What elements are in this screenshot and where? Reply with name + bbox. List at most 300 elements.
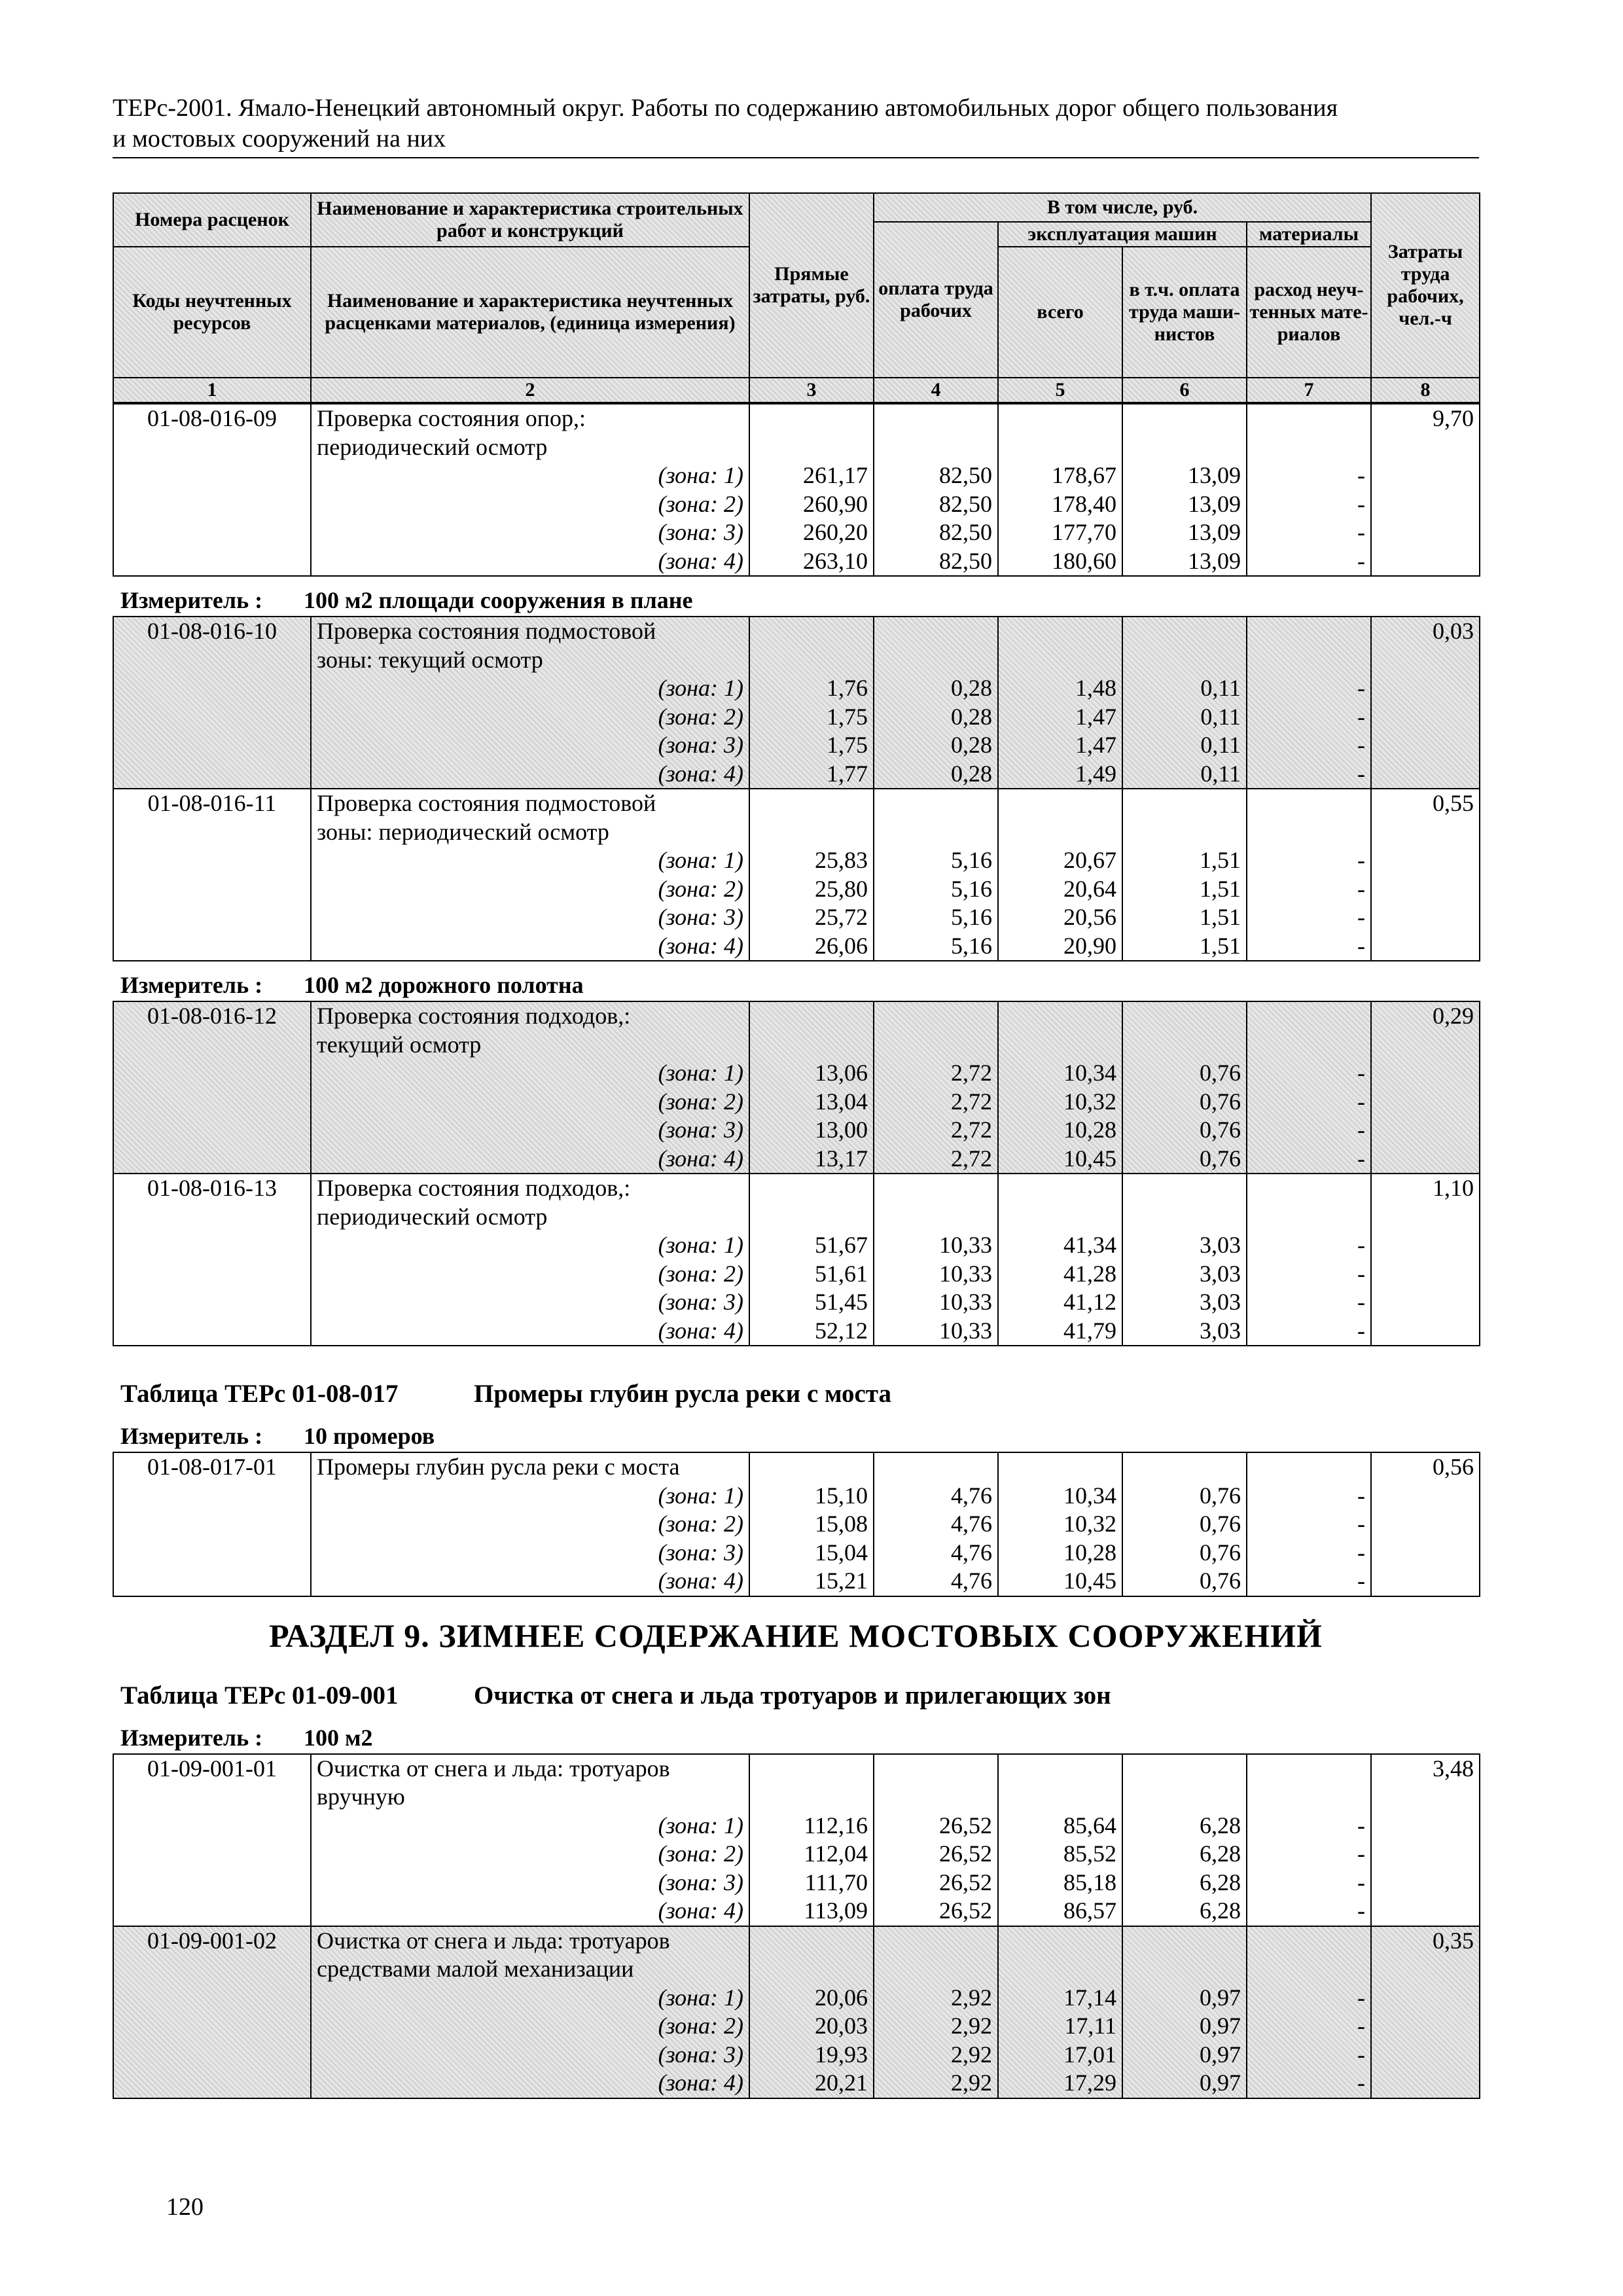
- worker-pay: 10,33: [939, 1232, 992, 1258]
- spacer: [999, 789, 1116, 818]
- column-number: 5: [998, 378, 1122, 403]
- spacer: [1247, 1755, 1365, 1784]
- spacer: [874, 646, 992, 675]
- direct-cost: 263,10: [803, 547, 868, 574]
- labor-hours: 0,56: [1371, 1452, 1480, 1596]
- labor-hours: 0,29: [1371, 1001, 1480, 1174]
- measure-label: Измеритель :: [120, 972, 263, 998]
- machines-total-cell: [998, 1001, 1122, 1174]
- table-row: [113, 1754, 1480, 1926]
- direct-cost-cell: [749, 404, 874, 576]
- header-line-2: и мостовых сооружений на них: [113, 125, 446, 152]
- spacer: [750, 1031, 868, 1060]
- spacer: [1123, 1927, 1241, 1956]
- direct-cost: 112,16: [804, 1812, 868, 1839]
- rate-name: [311, 1926, 749, 2098]
- document-body: [113, 192, 1479, 2099]
- spacer: [874, 1927, 992, 1956]
- spacer: [874, 818, 992, 847]
- worker-pay-cell: [874, 1001, 998, 1174]
- machines-total: 41,28: [1063, 1260, 1116, 1287]
- materials-use-cell: [1247, 404, 1371, 576]
- rate-code: 01-08-016-10: [113, 617, 311, 789]
- spacer: [1247, 1955, 1365, 1984]
- zone-label: (зона: 1): [658, 1812, 743, 1839]
- spacer: [1123, 1783, 1241, 1812]
- direct-cost: 25,80: [815, 875, 868, 902]
- worker-pay: 2,72: [951, 1117, 992, 1143]
- machines-total: 1,48: [1075, 675, 1116, 701]
- header-line-1: ТЕРс-2001. Ямало-Ненецкий автономный округ. Работы по содержанию автомобильных дорог общего пользования: [113, 94, 1338, 122]
- page-header: [113, 93, 1479, 154]
- operator-pay: 0,76: [1200, 1117, 1241, 1143]
- spacer: [1247, 1031, 1365, 1060]
- worker-pay: 5,16: [951, 904, 992, 930]
- spacer: [750, 1955, 868, 1984]
- materials-use: -: [1357, 1117, 1365, 1143]
- operator-pay: 0,97: [1200, 2070, 1241, 2096]
- worker-pay: 10,33: [939, 1317, 992, 1344]
- rate-name-line: зоны: текущий осмотр: [317, 646, 543, 673]
- measure-value: 10 промеров: [304, 1423, 435, 1449]
- materials-use: -: [1357, 1145, 1365, 1172]
- machines-total: 85,64: [1063, 1812, 1116, 1839]
- labor-hours: 9,70: [1371, 404, 1480, 576]
- zone-label: (зона: 3): [658, 1117, 743, 1143]
- direct-cost: 261,17: [803, 462, 868, 488]
- spacer: [1123, 1453, 1241, 1482]
- rate-name-line: Очистка от снега и льда: тротуаров: [317, 1927, 670, 1954]
- direct-cost: 15,04: [815, 1539, 868, 1566]
- machines-total: 10,32: [1063, 1088, 1116, 1115]
- materials-use: -: [1357, 1812, 1365, 1839]
- rate-name: [311, 1174, 749, 1346]
- measure-value: 100 м2 площади сооружения в плане: [304, 587, 693, 613]
- spacer: [750, 1755, 868, 1784]
- materials-use: -: [1357, 2070, 1365, 2096]
- header-cell-materials-use: расход неуч-тенных мате-риалов: [1247, 247, 1371, 378]
- zone-label: (зона: 1): [658, 1482, 743, 1509]
- header-cell-machines: эксплуатация машин: [998, 222, 1247, 247]
- spacer: [999, 1453, 1116, 1482]
- spacer: [750, 1203, 868, 1232]
- operator-pay-cell: [1122, 1926, 1247, 2098]
- materials-use: -: [1357, 1568, 1365, 1594]
- worker-pay-cell: [874, 404, 998, 576]
- direct-cost: 20,03: [815, 2013, 868, 2039]
- machines-total: 178,67: [1052, 462, 1116, 488]
- machines-total-cell: [998, 789, 1122, 961]
- machines-total: 177,70: [1052, 519, 1116, 545]
- machines-total: 10,28: [1063, 1117, 1116, 1143]
- spacer: [874, 1955, 992, 1984]
- zone-label: (зона: 1): [658, 847, 743, 873]
- direct-cost: 113,09: [804, 1897, 868, 1924]
- measure-line: [113, 1420, 1479, 1452]
- header-cell-materials: материалы: [1247, 222, 1371, 247]
- zone-label: (зона: 3): [658, 732, 743, 758]
- operator-pay: 0,76: [1200, 1482, 1241, 1509]
- worker-pay: 10,33: [939, 1260, 992, 1287]
- spacer: [999, 1031, 1116, 1060]
- materials-use: -: [1357, 1539, 1365, 1566]
- rates-table: [113, 1001, 1480, 1346]
- direct-cost: 1,76: [827, 675, 868, 701]
- machines-total: 10,34: [1063, 1060, 1116, 1086]
- operator-pay: 3,03: [1200, 1260, 1241, 1287]
- machines-total: 10,32: [1063, 1511, 1116, 1537]
- measure-line: [113, 1722, 1479, 1753]
- operator-pay: 0,76: [1200, 1088, 1241, 1115]
- spacer: [750, 1927, 868, 1956]
- machines-total: 20,64: [1063, 875, 1116, 902]
- spacer: [750, 646, 868, 675]
- machines-total-cell: [998, 617, 1122, 789]
- rate-code: 01-08-016-13: [113, 1174, 311, 1346]
- materials-use: -: [1357, 1482, 1365, 1509]
- worker-pay: 0,28: [951, 760, 992, 787]
- page-number: 120: [166, 2193, 204, 2221]
- spacer: [1247, 1174, 1365, 1203]
- column-number: 2: [311, 378, 749, 403]
- rate-block: [113, 1617, 1479, 2099]
- spacer: [999, 617, 1116, 646]
- operator-pay: 0,76: [1200, 1539, 1241, 1566]
- machines-total: 41,79: [1063, 1317, 1116, 1344]
- materials-use: -: [1357, 2041, 1365, 2068]
- zone-label: (зона: 1): [658, 1060, 743, 1086]
- measure-label: Измеритель :: [120, 1423, 263, 1449]
- spacer: [874, 617, 992, 646]
- worker-pay: 26,52: [939, 1897, 992, 1924]
- materials-use: -: [1357, 732, 1365, 758]
- operator-pay-cell: [1122, 1754, 1247, 1926]
- operator-pay: 1,51: [1200, 847, 1241, 873]
- header-cell-worker-pay: оплата труда рабочих: [874, 222, 998, 378]
- rates-table: [113, 403, 1480, 577]
- worker-pay: 4,76: [951, 1511, 992, 1537]
- rate-code: 01-08-016-09: [113, 404, 311, 576]
- rate-block: [113, 1379, 1479, 1597]
- header-cell-rate-numbers: Номера расценок: [113, 193, 311, 247]
- operator-pay: 0,97: [1200, 2041, 1241, 2068]
- operator-pay-cell: [1122, 404, 1247, 576]
- zone-label: (зона: 2): [658, 703, 743, 730]
- rates-table: [113, 1753, 1480, 2099]
- worker-pay: 26,52: [939, 1840, 992, 1867]
- zone-label: (зона: 3): [658, 1539, 743, 1566]
- zone-label: (зона: 3): [658, 1289, 743, 1315]
- rates-table: [113, 616, 1480, 961]
- measure-value: 100 м2: [304, 1724, 373, 1751]
- materials-use: -: [1357, 462, 1365, 488]
- direct-cost: 260,20: [803, 519, 868, 545]
- worker-pay: 2,92: [951, 2013, 992, 2039]
- materials-use: -: [1357, 760, 1365, 787]
- header-cell-resource-codes: Коды неучтенных ресурсов: [113, 247, 311, 378]
- zone-label: (зона: 3): [658, 519, 743, 545]
- worker-pay: 2,72: [951, 1145, 992, 1172]
- machines-total: 17,14: [1063, 1984, 1116, 2011]
- direct-cost: 51,45: [815, 1289, 868, 1315]
- measure-value: 100 м2 дорожного полотна: [304, 972, 584, 998]
- machines-total: 178,40: [1052, 490, 1116, 517]
- worker-pay: 82,50: [939, 519, 992, 545]
- rate-block: [113, 584, 1479, 961]
- spacer: [874, 433, 992, 462]
- zone-label: (зона: 4): [658, 1568, 743, 1594]
- operator-pay-cell: [1122, 617, 1247, 789]
- spacer: [999, 646, 1116, 675]
- column-number: 6: [1122, 378, 1247, 403]
- direct-cost: 260,90: [803, 490, 868, 517]
- spacer: [1247, 789, 1365, 818]
- materials-use: -: [1357, 847, 1365, 873]
- operator-pay: 0,11: [1200, 760, 1241, 787]
- operator-pay: 0,97: [1200, 1984, 1241, 2011]
- spacer: [999, 1927, 1116, 1956]
- operator-pay: 3,03: [1200, 1289, 1241, 1315]
- worker-pay: 2,72: [951, 1060, 992, 1086]
- direct-cost: 20,06: [815, 1984, 868, 2011]
- header-cell-machines-total: всего: [998, 247, 1122, 378]
- direct-cost: 52,12: [815, 1317, 868, 1344]
- rate-name-line: Промеры глубин русла реки с моста: [317, 1454, 680, 1480]
- machines-total: 85,18: [1063, 1869, 1116, 1895]
- table-header: [113, 192, 1480, 403]
- materials-use: -: [1357, 1840, 1365, 1867]
- operator-pay: 1,51: [1200, 932, 1241, 959]
- zone-label: (зона: 2): [658, 2013, 743, 2039]
- spacer: [999, 1955, 1116, 1984]
- direct-cost-cell: [749, 789, 874, 961]
- direct-cost: 51,67: [815, 1232, 868, 1258]
- machines-total-cell: [998, 404, 1122, 576]
- zone-label: (зона: 4): [658, 1317, 743, 1344]
- rate-name-line: Проверка состояния опор,:: [317, 405, 586, 431]
- spacer: [1123, 818, 1241, 847]
- materials-use-cell: [1247, 1001, 1371, 1174]
- machines-total: 20,67: [1063, 847, 1116, 873]
- operator-pay: 13,09: [1188, 519, 1241, 545]
- direct-cost: 13,00: [815, 1117, 868, 1143]
- worker-pay-cell: [874, 1926, 998, 2098]
- operator-pay: 0,76: [1200, 1060, 1241, 1086]
- operator-pay-cell: [1122, 789, 1247, 961]
- rate-name-line: вручную: [317, 1784, 405, 1810]
- worker-pay: 2,92: [951, 2041, 992, 2068]
- zone-label: (зона: 4): [658, 760, 743, 787]
- measure-label: Измеритель :: [120, 587, 263, 613]
- materials-use: -: [1357, 490, 1365, 517]
- machines-total: 1,47: [1075, 732, 1116, 758]
- table-row: [113, 789, 1480, 961]
- spacer: [750, 404, 868, 433]
- rate-name-line: текущий осмотр: [317, 1031, 482, 1058]
- zone-label: (зона: 3): [658, 904, 743, 930]
- operator-pay: 13,09: [1188, 490, 1241, 517]
- spacer: [1123, 646, 1241, 675]
- zone-label: (зона: 3): [658, 2041, 743, 2068]
- materials-use-cell: [1247, 1174, 1371, 1346]
- worker-pay: 26,52: [939, 1869, 992, 1895]
- operator-pay: 3,03: [1200, 1232, 1241, 1258]
- materials-use: -: [1357, 1260, 1365, 1287]
- measure-line: [113, 969, 1479, 1001]
- machines-total-cell: [998, 1452, 1122, 1596]
- materials-use: -: [1357, 1869, 1365, 1895]
- zone-label: (зона: 4): [658, 1145, 743, 1172]
- rate-code: 01-08-016-12: [113, 1001, 311, 1174]
- zone-label: (зона: 2): [658, 875, 743, 902]
- rate-name: [311, 1452, 749, 1596]
- direct-cost: 111,70: [804, 1869, 868, 1895]
- machines-total-cell: [998, 1174, 1122, 1346]
- header-cell-including: В том числе, руб.: [874, 193, 1371, 222]
- materials-use: -: [1357, 1088, 1365, 1115]
- column-number: 7: [1247, 378, 1371, 403]
- spacer: [874, 1174, 992, 1203]
- spacer: [874, 1453, 992, 1482]
- direct-cost: 19,93: [815, 2041, 868, 2068]
- machines-total: 41,12: [1063, 1289, 1116, 1315]
- operator-pay: 0,76: [1200, 1145, 1241, 1172]
- operator-pay: 0,76: [1200, 1568, 1241, 1594]
- machines-total: 41,34: [1063, 1232, 1116, 1258]
- materials-use: -: [1357, 904, 1365, 930]
- machines-total: 85,52: [1063, 1840, 1116, 1867]
- spacer: [1247, 1783, 1365, 1812]
- spacer: [999, 433, 1116, 462]
- operator-pay: 6,28: [1200, 1869, 1241, 1895]
- spacer: [750, 818, 868, 847]
- labor-hours: 1,10: [1371, 1174, 1480, 1346]
- operator-pay: 13,09: [1188, 462, 1241, 488]
- spacer: [1247, 404, 1365, 433]
- direct-cost-cell: [749, 1926, 874, 2098]
- direct-cost: 1,77: [827, 760, 868, 787]
- header-cell-operator-pay: в т.ч. оплата труда маши-нистов: [1122, 247, 1247, 378]
- column-number: 4: [874, 378, 998, 403]
- labor-hours: 0,55: [1371, 789, 1480, 961]
- rate-name-line: Проверка состояния подходов,:: [317, 1003, 631, 1029]
- materials-use: -: [1357, 1060, 1365, 1086]
- zone-label: (зона: 4): [658, 2070, 743, 2096]
- operator-pay: 0,76: [1200, 1511, 1241, 1537]
- machines-total: 86,57: [1063, 1897, 1116, 1924]
- spacer: [1247, 617, 1365, 646]
- machines-total: 180,60: [1052, 547, 1116, 574]
- spacer: [1123, 1755, 1241, 1784]
- spacer: [999, 1783, 1116, 1812]
- zone-label: (зона: 3): [658, 1869, 743, 1895]
- spacer: [1123, 404, 1241, 433]
- table-row: [113, 1926, 1480, 2098]
- materials-use: -: [1357, 875, 1365, 902]
- worker-pay: 4,76: [951, 1482, 992, 1509]
- machines-total: 10,34: [1063, 1482, 1116, 1509]
- spacer: [750, 1002, 868, 1031]
- materials-use-cell: [1247, 1452, 1371, 1596]
- rate-code: 01-09-001-02: [113, 1926, 311, 2098]
- zone-label: (зона: 1): [658, 1984, 743, 2011]
- direct-cost: 15,10: [815, 1482, 868, 1509]
- operator-pay: 3,03: [1200, 1317, 1241, 1344]
- worker-pay: 2,72: [951, 1088, 992, 1115]
- rate-code: 01-08-016-11: [113, 789, 311, 961]
- spacer: [1247, 1453, 1365, 1482]
- direct-cost-cell: [749, 1452, 874, 1596]
- rate-code: 01-08-017-01: [113, 1452, 311, 1596]
- header-rule: [113, 157, 1479, 158]
- machines-total: 20,56: [1063, 904, 1116, 930]
- direct-cost: 25,83: [815, 847, 868, 873]
- zone-label: (зона: 4): [658, 547, 743, 574]
- operator-pay-cell: [1122, 1452, 1247, 1596]
- materials-use: -: [1357, 1511, 1365, 1537]
- direct-cost: 1,75: [827, 703, 868, 730]
- spacer: [1247, 433, 1365, 462]
- spacer: [1123, 1955, 1241, 1984]
- section-title: РАЗДЕЛ 9. ЗИМНЕЕ СОДЕРЖАНИЕ МОСТОВЫХ СООРУЖЕНИЙ: [269, 1617, 1323, 1654]
- operator-pay: 1,51: [1200, 875, 1241, 902]
- zone-label: (зона: 4): [658, 932, 743, 959]
- spacer: [874, 1203, 992, 1232]
- materials-use: -: [1357, 2013, 1365, 2039]
- materials-use: -: [1357, 519, 1365, 545]
- spacer: [1123, 789, 1241, 818]
- spacer: [750, 433, 868, 462]
- worker-pay-cell: [874, 1452, 998, 1596]
- spacer: [750, 617, 868, 646]
- zone-label: (зона: 2): [658, 1840, 743, 1867]
- spacer: [1247, 1927, 1365, 1956]
- rate-name: [311, 617, 749, 789]
- worker-pay-cell: [874, 789, 998, 961]
- spacer: [1247, 818, 1365, 847]
- spacer: [874, 1783, 992, 1812]
- table-row: [113, 617, 1480, 789]
- materials-use: -: [1357, 1232, 1365, 1258]
- spacer: [999, 1174, 1116, 1203]
- zone-label: (зона: 2): [658, 1260, 743, 1287]
- rate-name-line: Проверка состояния подходов,:: [317, 1175, 631, 1201]
- operator-pay-cell: [1122, 1001, 1247, 1174]
- table-row: [113, 1174, 1480, 1346]
- worker-pay: 2,92: [951, 1984, 992, 2011]
- zone-label: (зона: 2): [658, 490, 743, 517]
- table-number: Таблица ТЕРс 01-09-001: [120, 1681, 399, 1710]
- rate-name: [311, 789, 749, 961]
- worker-pay: 82,50: [939, 462, 992, 488]
- materials-use-cell: [1247, 789, 1371, 961]
- spacer: [750, 1174, 868, 1203]
- operator-pay: 13,09: [1188, 547, 1241, 574]
- column-number: 8: [1371, 378, 1480, 403]
- operator-pay: 1,51: [1200, 904, 1241, 930]
- operator-pay: 0,11: [1200, 675, 1241, 701]
- header-cell-materials-name: Наименование и характеристика неучтенных расценками материалов, (единица измерения): [311, 247, 749, 378]
- rate-name: [311, 1754, 749, 1926]
- machines-total-cell: [998, 1754, 1122, 1926]
- operator-pay: 0,11: [1200, 703, 1241, 730]
- direct-cost: 51,61: [815, 1260, 868, 1287]
- direct-cost: 13,04: [815, 1088, 868, 1115]
- column-number: 3: [749, 378, 874, 403]
- spacer: [1123, 617, 1241, 646]
- table-name: Очистка от снега и льда тротуаров и прилегающих зон: [474, 1681, 1111, 1710]
- worker-pay: 0,28: [951, 675, 992, 701]
